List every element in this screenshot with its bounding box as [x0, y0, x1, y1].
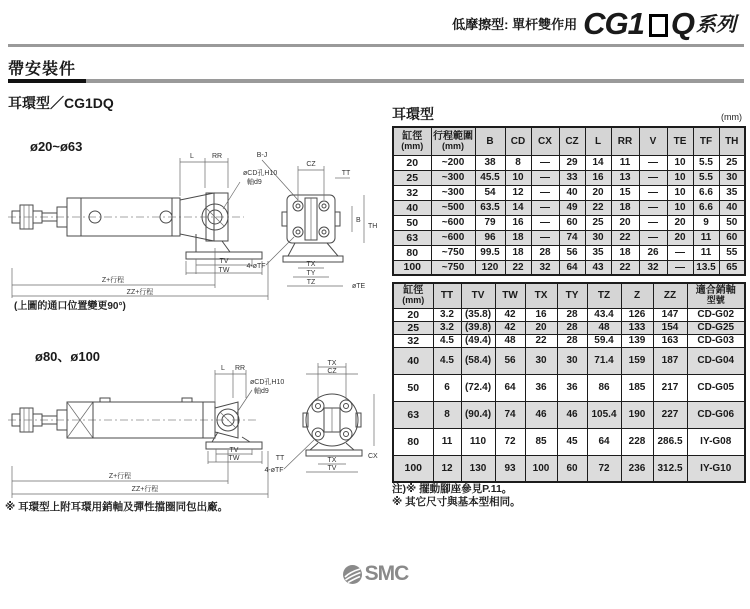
column-header: B: [475, 127, 505, 155]
bore-cell: 40: [393, 347, 433, 374]
column-header: Z: [621, 283, 653, 308]
value-cell: 36: [557, 374, 587, 401]
value-cell: 154: [653, 321, 687, 334]
value-cell: —: [531, 155, 559, 170]
value-cell: ~750: [431, 245, 475, 260]
dim-th: TH: [368, 223, 378, 230]
dim-l: L: [190, 153, 194, 160]
value-cell: 18: [611, 200, 639, 215]
column-header: CX: [531, 127, 559, 155]
value-cell: 22: [585, 200, 611, 215]
value-cell: 3.2: [433, 321, 461, 334]
value-cell: ~500: [431, 200, 475, 215]
value-cell: —: [639, 200, 667, 215]
value-cell: (72.4): [461, 374, 495, 401]
value-cell: ~600: [431, 230, 475, 245]
value-cell: 11: [611, 155, 639, 170]
dim-z-stroke: Z+行程: [108, 473, 132, 480]
value-cell: ~750: [431, 260, 475, 275]
dim-b: B: [356, 217, 361, 224]
value-cell: 12: [433, 455, 461, 482]
dim-tx: TX: [327, 457, 337, 464]
value-cell: 20: [585, 185, 611, 200]
table-row: [393, 347, 745, 374]
value-cell: 60: [557, 455, 587, 482]
value-cell: ~300: [431, 185, 475, 200]
value-cell: 48: [587, 321, 621, 334]
unit-label: (mm): [721, 112, 742, 122]
table-body: [393, 308, 745, 482]
value-cell: 48: [495, 334, 525, 347]
value-cell: 4.5: [433, 334, 461, 347]
value-cell: 190: [621, 401, 653, 428]
dim-cx: CX: [368, 453, 378, 460]
table-row: [393, 455, 745, 482]
drawing-caption: (上圖的通口位置變更90°): [14, 301, 126, 312]
value-cell: 63.5: [475, 200, 505, 215]
value-cell: 236: [621, 455, 653, 482]
bore-cell: 40: [393, 200, 431, 215]
column-header: 缸徑 (mm): [393, 283, 433, 308]
bore-cell: 100: [393, 455, 433, 482]
note-line: ※ 其它尺寸與基本型相同。: [392, 496, 521, 509]
value-cell: 18: [611, 245, 639, 260]
value-cell: 32: [639, 260, 667, 275]
dim-rr: RR: [234, 365, 246, 372]
table-row: [393, 170, 745, 185]
value-cell: 29: [559, 155, 585, 170]
bore-cell: 20: [393, 155, 431, 170]
series-box: [649, 14, 668, 37]
table-row: [393, 260, 745, 275]
smc-logo-text: SMC: [364, 562, 409, 585]
value-cell: 227: [653, 401, 687, 428]
value-cell: 64: [495, 374, 525, 401]
value-cell: 20: [667, 230, 693, 245]
value-cell: 13: [611, 170, 639, 185]
bore-cell: 80: [393, 428, 433, 455]
bore-cell: 32: [393, 185, 431, 200]
table-row: [393, 321, 745, 334]
value-cell: 22: [505, 260, 531, 275]
bore-cell: 50: [393, 374, 433, 401]
column-header: TV: [461, 283, 495, 308]
bore-cell: 32: [393, 334, 433, 347]
value-cell: 133: [621, 321, 653, 334]
dim-pin-hole: øCD孔H10: [250, 379, 285, 386]
value-cell: 43.4: [587, 308, 621, 321]
value-cell: 32: [531, 260, 559, 275]
value-cell: CD-G02: [687, 308, 745, 321]
value-cell: 3.2: [433, 308, 461, 321]
value-cell: 60: [559, 215, 585, 230]
clevis-drawing-large-bore: [0, 358, 390, 506]
value-cell: 85: [525, 428, 557, 455]
value-cell: 10: [667, 155, 693, 170]
dim-zz-stroke: ZZ+行程: [126, 289, 154, 296]
bore-cell: 80: [393, 245, 431, 260]
value-cell: 55: [719, 245, 745, 260]
column-header: L: [585, 127, 611, 155]
value-cell: 38: [475, 155, 505, 170]
value-cell: 5.5: [693, 170, 719, 185]
value-cell: 56: [559, 245, 585, 260]
left-footnote: ※ 耳環型上附耳環用銷軸及彈性擋圈同包出廠。: [5, 501, 229, 513]
value-cell: 20: [525, 321, 557, 334]
table-row: [393, 245, 745, 260]
value-cell: ~200: [431, 155, 475, 170]
value-cell: 22: [611, 230, 639, 245]
value-cell: 8: [433, 401, 461, 428]
value-cell: 71.4: [587, 347, 621, 374]
series-code-suffix: Q: [670, 6, 694, 41]
value-cell: 65: [719, 260, 745, 275]
bore-range-label-small: ø20~ø63: [30, 139, 83, 154]
value-cell: —: [639, 185, 667, 200]
value-cell: (90.4): [461, 401, 495, 428]
column-header: CD: [505, 127, 531, 155]
clevis-drawing-small-bore: [0, 148, 390, 306]
value-cell: 8: [505, 155, 531, 170]
dim-tv: TV: [229, 447, 239, 454]
value-cell: 59.4: [587, 334, 621, 347]
value-cell: 228: [621, 428, 653, 455]
dim-te: øTE: [352, 283, 366, 290]
value-cell: 14: [585, 155, 611, 170]
table-row: [393, 155, 745, 170]
value-cell: 105.4: [587, 401, 621, 428]
value-cell: 28: [557, 308, 587, 321]
value-cell: CD-G05: [687, 374, 745, 401]
value-cell: 60: [719, 230, 745, 245]
value-cell: 6.6: [693, 185, 719, 200]
value-cell: —: [667, 260, 693, 275]
column-header: TZ: [587, 283, 621, 308]
value-cell: 79: [475, 215, 505, 230]
section-divider: [8, 79, 744, 83]
table-row: [393, 374, 745, 401]
column-header: V: [639, 127, 667, 155]
value-cell: —: [639, 230, 667, 245]
dim-pin-shaft: 軸d9: [254, 388, 269, 395]
value-cell: 43: [585, 260, 611, 275]
value-cell: 28: [531, 245, 559, 260]
value-cell: 286.5: [653, 428, 687, 455]
value-cell: 120: [475, 260, 505, 275]
value-cell: IY-G08: [687, 428, 745, 455]
value-cell: 126: [621, 308, 653, 321]
value-cell: 42: [495, 308, 525, 321]
value-cell: ~300: [431, 170, 475, 185]
value-cell: 139: [621, 334, 653, 347]
value-cell: 46: [525, 401, 557, 428]
value-cell: 72: [587, 455, 621, 482]
dim-tw: TW: [218, 267, 230, 274]
value-cell: 187: [653, 347, 687, 374]
value-cell: (39.8): [461, 321, 495, 334]
value-cell: 130: [461, 455, 495, 482]
dim-tv: TV: [219, 258, 229, 265]
value-cell: 74: [559, 230, 585, 245]
series-code-prefix: CG1: [583, 6, 644, 41]
value-cell: 312.5: [653, 455, 687, 482]
value-cell: —: [531, 215, 559, 230]
table-row: [393, 334, 745, 347]
dim-tx: TX: [306, 261, 316, 268]
table-row: [393, 200, 745, 215]
dim-tw: TW: [228, 455, 240, 462]
value-cell: 16: [525, 308, 557, 321]
value-cell: 20: [611, 215, 639, 230]
value-cell: 26: [639, 245, 667, 260]
value-cell: 56: [495, 347, 525, 374]
column-header: 行程範圍 (mm): [431, 127, 475, 155]
value-cell: 28: [557, 334, 587, 347]
value-cell: 72: [495, 428, 525, 455]
table-body: [393, 155, 745, 275]
bore-cell: 63: [393, 230, 431, 245]
value-cell: 99.5: [475, 245, 505, 260]
value-cell: 10: [505, 170, 531, 185]
value-cell: 28: [557, 321, 587, 334]
column-header: CZ: [559, 127, 585, 155]
dim-ty: TY: [306, 270, 316, 277]
value-cell: 20: [667, 215, 693, 230]
section-heading: 帶安裝件: [8, 61, 77, 78]
value-cell: —: [531, 230, 559, 245]
bore-cell: 25: [393, 321, 433, 334]
value-cell: 4.5: [433, 347, 461, 374]
value-cell: —: [531, 185, 559, 200]
value-cell: CD-G06: [687, 401, 745, 428]
value-cell: (58.4): [461, 347, 495, 374]
table-title: 耳環型: [392, 106, 434, 122]
value-cell: 36: [525, 374, 557, 401]
value-cell: 6: [433, 374, 461, 401]
column-header: 缸徑 (mm): [393, 127, 431, 155]
value-cell: 86: [587, 374, 621, 401]
value-cell: 10: [667, 170, 693, 185]
column-header: TF: [693, 127, 719, 155]
value-cell: 30: [557, 347, 587, 374]
value-cell: ~600: [431, 215, 475, 230]
value-cell: 147: [653, 308, 687, 321]
bore-cell: 63: [393, 401, 433, 428]
value-cell: 25: [585, 215, 611, 230]
value-cell: —: [667, 245, 693, 260]
value-cell: 11: [433, 428, 461, 455]
value-cell: 74: [495, 401, 525, 428]
value-cell: 185: [621, 374, 653, 401]
value-cell: 15: [611, 185, 639, 200]
value-cell: 54: [475, 185, 505, 200]
dim-zz-stroke: ZZ+行程: [131, 486, 159, 493]
dim-rr: RR: [211, 153, 223, 160]
value-cell: 11: [693, 230, 719, 245]
value-cell: 42: [495, 321, 525, 334]
dim-cz: CZ: [327, 368, 337, 375]
dim-pin-shaft: 軸d9: [247, 179, 262, 186]
table-row: [393, 401, 745, 428]
value-cell: 30: [585, 230, 611, 245]
value-cell: (35.8): [461, 308, 495, 321]
value-cell: 30: [525, 347, 557, 374]
dim-z-stroke: Z+行程: [101, 277, 125, 284]
smc-logo-icon: [342, 564, 363, 585]
page-title: [452, 8, 736, 39]
value-cell: 22: [525, 334, 557, 347]
value-cell: 10: [667, 185, 693, 200]
value-cell: 18: [505, 230, 531, 245]
value-cell: 45: [557, 428, 587, 455]
table-header: [393, 127, 745, 155]
value-cell: 13.5: [693, 260, 719, 275]
column-header: ZZ: [653, 283, 687, 308]
column-header: TE: [667, 127, 693, 155]
series-kind-label: 系列: [696, 14, 736, 36]
table-row: [393, 215, 745, 230]
dim-cz: CZ: [306, 161, 316, 168]
dim-tt: TT: [341, 170, 351, 177]
dim-tx-top: TX: [327, 360, 337, 367]
dim-pin-hole: øCD孔H10: [243, 170, 278, 177]
top-divider: [8, 44, 744, 47]
value-cell: 33: [559, 170, 585, 185]
column-header: TX: [525, 283, 557, 308]
value-cell: 18: [505, 245, 531, 260]
bore-cell: 25: [393, 170, 431, 185]
table-notes: [392, 483, 521, 509]
subsection-title: 耳環型／CG1DQ: [8, 95, 114, 111]
table-header: [393, 283, 745, 308]
page-subtitle: 低摩擦型: 單杆雙作用: [452, 17, 578, 32]
value-cell: 35: [585, 245, 611, 260]
note-line: 注)※ 擺動腳座參見P.11。: [392, 483, 513, 495]
table-row: [393, 308, 745, 321]
value-cell: 46: [557, 401, 587, 428]
dim-l: L: [221, 365, 225, 372]
column-header: TY: [557, 283, 587, 308]
value-cell: CD-G04: [687, 347, 745, 374]
value-cell: (49.4): [461, 334, 495, 347]
value-cell: 10: [667, 200, 693, 215]
bore-range-label-large: ø80、ø100: [35, 349, 101, 364]
dim-tz: TZ: [306, 279, 316, 286]
dim-tv-bottom: TV: [327, 465, 337, 472]
value-cell: 163: [653, 334, 687, 347]
value-cell: CD-G03: [687, 334, 745, 347]
value-cell: 25: [719, 155, 745, 170]
value-cell: 14: [505, 200, 531, 215]
value-cell: 64: [587, 428, 621, 455]
value-cell: 5.5: [693, 155, 719, 170]
dim-tf-holes: 4-øTF: [264, 467, 284, 474]
column-header: RR: [611, 127, 639, 155]
column-header: TH: [719, 127, 745, 155]
clevis-dimensions-table: [392, 126, 746, 276]
value-cell: 16: [505, 215, 531, 230]
value-cell: 16: [585, 170, 611, 185]
bore-cell: 50: [393, 215, 431, 230]
table-row: [393, 230, 745, 245]
column-header: TW: [495, 283, 525, 308]
value-cell: 12: [505, 185, 531, 200]
column-header: 適合銷軸 型號: [687, 283, 745, 308]
value-cell: 35: [719, 185, 745, 200]
value-cell: IY-G10: [687, 455, 745, 482]
bore-cell: 100: [393, 260, 431, 275]
bore-cell: 20: [393, 308, 433, 321]
value-cell: —: [639, 155, 667, 170]
value-cell: 159: [621, 347, 653, 374]
column-header: TT: [433, 283, 461, 308]
value-cell: 22: [611, 260, 639, 275]
value-cell: 100: [525, 455, 557, 482]
value-cell: 96: [475, 230, 505, 245]
value-cell: —: [531, 170, 559, 185]
value-cell: 110: [461, 428, 495, 455]
value-cell: —: [639, 215, 667, 230]
value-cell: 45.5: [475, 170, 505, 185]
footer-logo: [0, 562, 750, 586]
value-cell: 49: [559, 200, 585, 215]
value-cell: 11: [693, 245, 719, 260]
value-cell: 6.6: [693, 200, 719, 215]
dim-tt: TT: [275, 455, 285, 462]
dim-bj: B-J: [256, 152, 268, 159]
value-cell: 93: [495, 455, 525, 482]
value-cell: 64: [559, 260, 585, 275]
value-cell: 30: [719, 170, 745, 185]
value-cell: 40: [719, 200, 745, 215]
value-cell: 217: [653, 374, 687, 401]
dim-tf-holes: 4-øTF: [246, 263, 266, 270]
value-cell: CD-G25: [687, 321, 745, 334]
value-cell: —: [639, 170, 667, 185]
clevis-dimensions-table-2: [392, 282, 746, 483]
value-cell: 40: [559, 185, 585, 200]
value-cell: 9: [693, 215, 719, 230]
value-cell: 50: [719, 215, 745, 230]
value-cell: —: [531, 200, 559, 215]
table-row: [393, 185, 745, 200]
table-row: [393, 428, 745, 455]
